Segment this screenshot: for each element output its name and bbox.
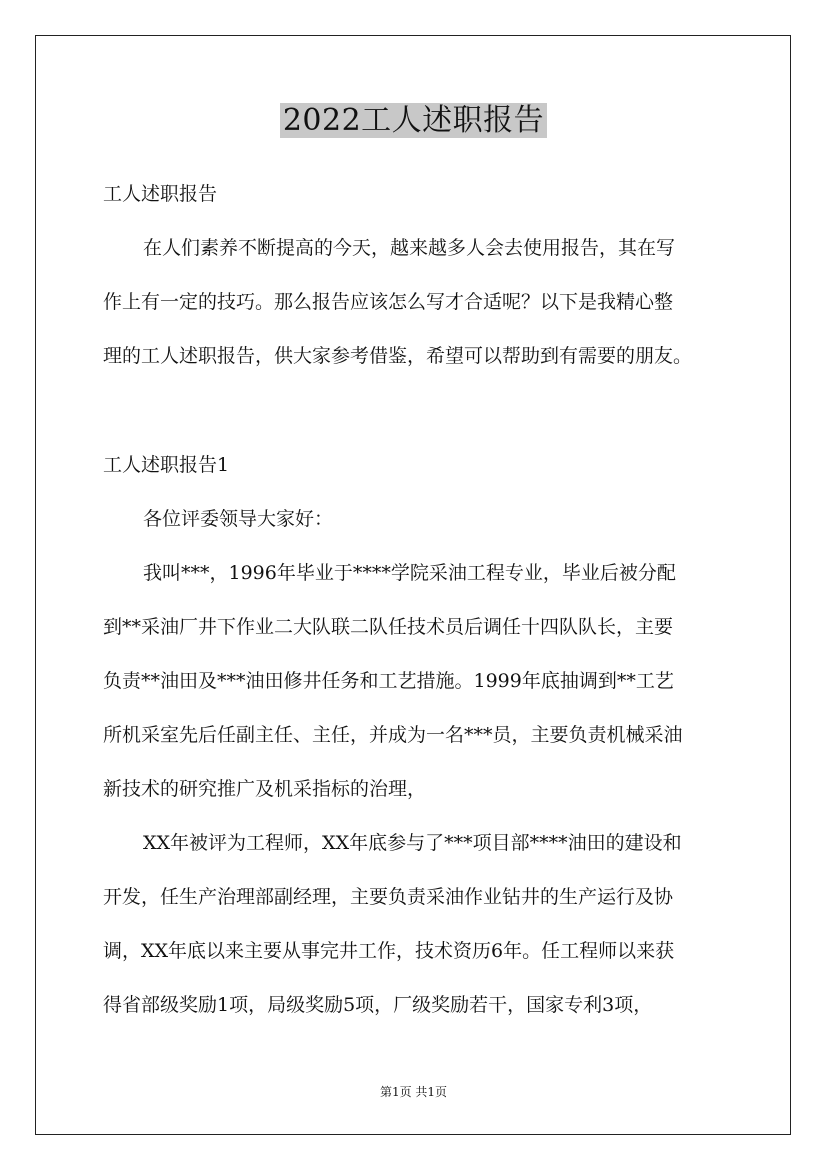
paragraph-line: 负责**油田及***油田修井任务和工艺措施。1999年底抽调到**工艺 xyxy=(103,670,674,692)
greeting: 各位评委领导大家好： xyxy=(143,508,334,530)
paragraph-line: 调，XX年底以来主要从事完井工作，技术资历6年。任工程师以来获 xyxy=(103,940,675,962)
intro-line: 作上有一定的技巧。那么报告应该怎么写才合适呢？以下是我精心整 xyxy=(103,291,674,313)
paragraph-line: 我叫***，1996年毕业于****学院采油工程专业，毕业后被分配 xyxy=(143,562,676,584)
paragraph-line: 新技术的研究推广及机采指标的治理， xyxy=(103,778,427,800)
document-title: 2022工人述职报告 xyxy=(280,103,547,138)
intro-line: 在人们素养不断提高的今天，越来越多人会去使用报告，其在写 xyxy=(143,237,676,259)
document-title-wrap xyxy=(0,101,827,141)
subtitle: 工人述职报告 xyxy=(103,183,218,205)
paragraph-line: XX年被评为工程师，XX年底参与了***项目部****油田的建设和 xyxy=(143,832,682,854)
intro-line: 理的工人述职报告，供大家参考借鉴，希望可以帮助到有需要的朋友。 xyxy=(103,345,693,367)
paragraph-line: 开发，任生产治理部副经理，主要负责采油作业钻井的生产运行及协 xyxy=(103,886,674,908)
page-footer: 第1页 共1页 xyxy=(379,1085,448,1099)
paragraph-line: 得省部级奖励1项，局级奖励5项，厂级奖励若干，国家专利3项， xyxy=(103,994,653,1016)
paragraph-line: 所机采室先后任副主任、主任，并成为一名***员，主要负责机械采油 xyxy=(103,724,683,746)
paragraph-line: 到**采油厂井下作业二大队联二队任技术员后调任十四队队长，主要 xyxy=(103,616,674,638)
section-heading: 工人述职报告1 xyxy=(103,454,230,476)
